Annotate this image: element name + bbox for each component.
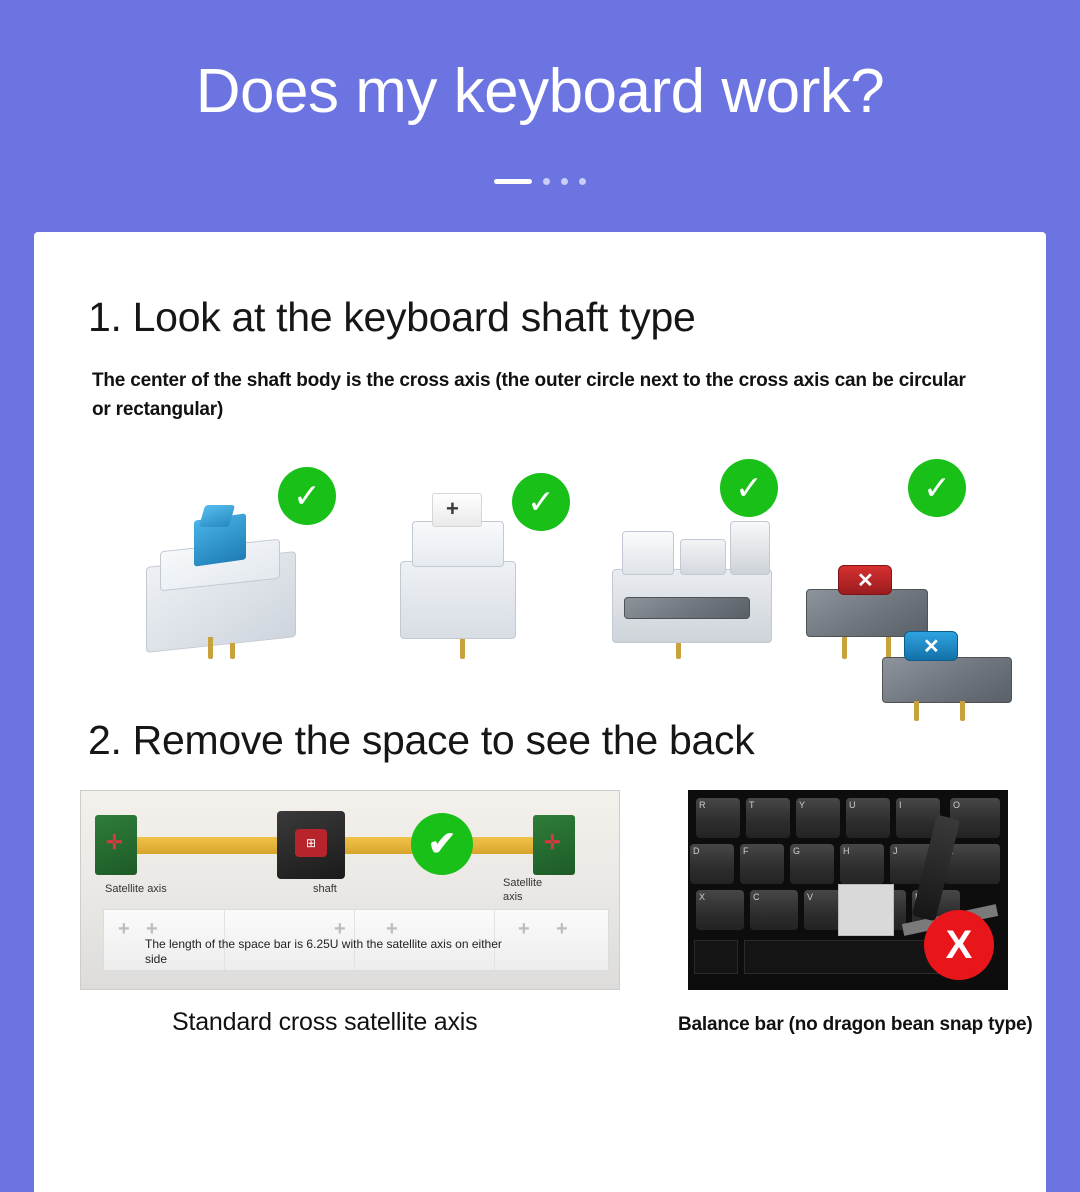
- switch-item-1: [120, 459, 321, 659]
- switch-stem: ⊞: [295, 829, 327, 857]
- section-2-heading: 2. Remove the space to see the back: [88, 716, 755, 763]
- switch-stem: [904, 631, 958, 661]
- keycap: X: [696, 890, 744, 930]
- stabilizer-assembly: [81, 809, 619, 881]
- modifier-key: [694, 940, 738, 974]
- switch-2-check-badge: ✓: [512, 473, 570, 531]
- cross-axis-icon: ✕: [857, 569, 874, 592]
- standard-cross-satellite-axis-photo: [80, 790, 620, 990]
- plate-cross-1: +: [118, 917, 130, 940]
- right-panel-caption: Balance bar (no dragon bean snap type): [678, 1013, 1033, 1035]
- plate-cross-2: +: [146, 917, 158, 940]
- switch-pin-2: [230, 643, 235, 659]
- switch-upper-left: [622, 531, 674, 575]
- switch-upper-mid: [680, 539, 726, 575]
- keycap: D: [690, 844, 734, 884]
- switch-dark-band: [624, 597, 750, 619]
- switch-4-check-badge: ✓: [908, 459, 966, 517]
- keycap: H: [840, 844, 884, 884]
- plate-cross-5: +: [518, 917, 530, 940]
- switch-housing: [400, 561, 516, 639]
- switch-stem-cross: [199, 505, 235, 527]
- keycap: U: [846, 798, 890, 838]
- keycap: Y: [796, 798, 840, 838]
- cross-axis-icon: ✛: [106, 831, 123, 854]
- left-panel-check-badge: ✔: [411, 813, 473, 875]
- switch-item-5: [878, 521, 1018, 721]
- switch-pin-1: [914, 701, 919, 721]
- keycap: V: [804, 890, 852, 930]
- switch-pin-1: [676, 643, 681, 659]
- pager-dot-3[interactable]: [561, 178, 568, 185]
- switch-gallery: [34, 459, 1046, 679]
- plate-cross-4: +: [386, 917, 398, 940]
- stabilizer-wire-left: [119, 837, 299, 854]
- keycap: J: [890, 844, 934, 884]
- cross-axis-icon: +: [446, 495, 459, 521]
- keycap: C: [750, 890, 798, 930]
- pager-dot-2[interactable]: [543, 178, 550, 185]
- page-title: Does my keyboard work?: [195, 57, 885, 126]
- optical-clear-housing-switch: [606, 499, 786, 659]
- switch-3-check-badge: ✓: [720, 459, 778, 517]
- pager-dot-4[interactable]: [579, 178, 586, 185]
- keycap: I: [896, 798, 940, 838]
- cross-axis-icon: ✛: [544, 831, 561, 854]
- content-card: [34, 232, 1046, 1192]
- carousel-pager[interactable]: [0, 174, 1080, 188]
- right-panel-x-badge: X: [924, 910, 994, 980]
- switch-pin-1: [208, 637, 213, 659]
- switch-upper-housing: [412, 521, 504, 567]
- switch-pin-1: [460, 639, 465, 659]
- section-1-description: The center of the shaft body is the cross axis (the outer circle next to the cross axis can be circular or rectangular): [92, 370, 966, 421]
- blue-stem-low-profile-switch: [878, 591, 1018, 721]
- satellite-axis-left: [95, 815, 137, 875]
- balance-bar-keyboard-photo: [688, 790, 1008, 990]
- left-panel-caption: Standard cross satellite axis: [172, 1007, 478, 1036]
- label-satellite-axis-left: Satellite axis: [105, 882, 167, 895]
- section-1-heading: 1. Look at the keyboard shaft type: [88, 294, 696, 340]
- keycap: O: [950, 798, 1000, 838]
- switch-pin-1: [842, 637, 847, 659]
- keycap: F: [740, 844, 784, 884]
- spacebar-slot: [744, 940, 954, 974]
- switch-pin-2: [960, 701, 965, 721]
- center-shaft-switch: [277, 811, 345, 879]
- plate-cross-3: +: [334, 917, 346, 940]
- keycap: R: [696, 798, 740, 838]
- switch-upper-right: [730, 521, 770, 575]
- spacebar-length-note: The length of the space bar is 6.25U with the satellite axis on either side: [145, 936, 502, 967]
- switch-housing: [882, 657, 1012, 703]
- switch-item-2: [364, 459, 554, 659]
- label-shaft: shaft: [313, 882, 337, 895]
- satellite-axis-right: [533, 815, 575, 875]
- keycap: G: [790, 844, 834, 884]
- plate-cross-6: +: [556, 917, 568, 940]
- section-2-panels: [34, 790, 1046, 1080]
- switch-1-check-badge: ✓: [278, 467, 336, 525]
- keycap: T: [746, 798, 790, 838]
- switch-stem: [432, 493, 482, 527]
- switch-item-3: [594, 459, 794, 659]
- cross-axis-icon: ✕: [923, 635, 940, 658]
- pager-active-bar[interactable]: [494, 179, 532, 184]
- label-satellite-axis-right: Satellite axis: [503, 876, 543, 903]
- exposed-switch-plate: [838, 884, 894, 936]
